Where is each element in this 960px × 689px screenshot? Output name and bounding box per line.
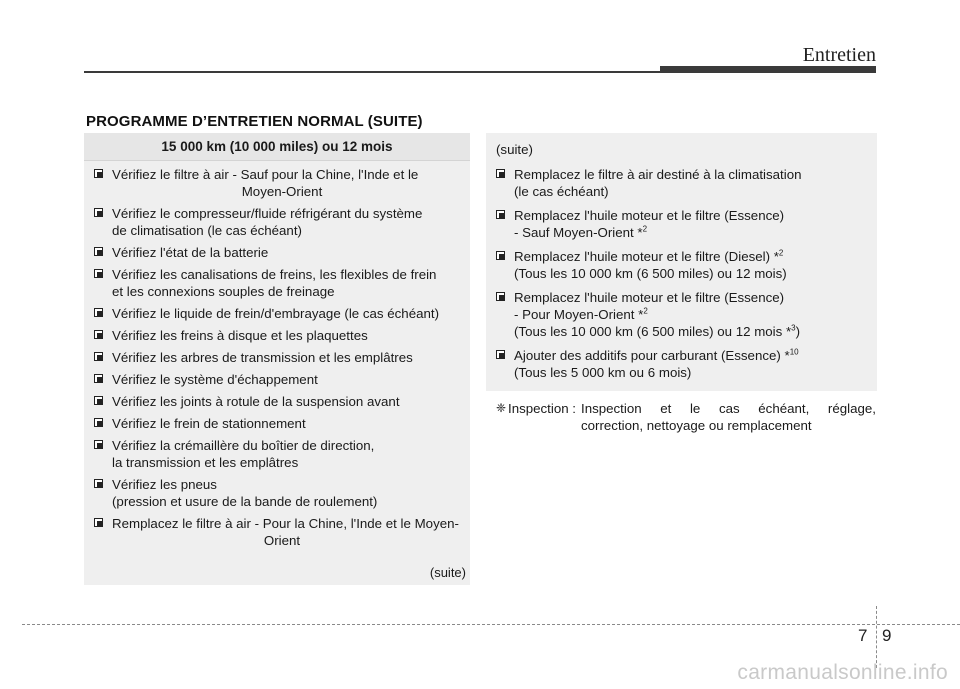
inspection-note bbox=[496, 400, 876, 434]
list-item: Vérifiez les joints à rotule de la suspension avant bbox=[94, 393, 462, 410]
checkbox-bullet-icon bbox=[94, 479, 103, 488]
checkbox-bullet-icon bbox=[94, 374, 103, 383]
checkbox-bullet-icon bbox=[496, 350, 505, 359]
checkbox-bullet-icon bbox=[94, 440, 103, 449]
page-number: 9 bbox=[882, 626, 892, 645]
checkbox-bullet-icon bbox=[94, 247, 103, 256]
footnote-marker: 2 bbox=[643, 306, 648, 316]
list-item: Vérifiez le liquide de frein/d'embrayage (le cas échéant) bbox=[94, 305, 462, 322]
interval-header: 15 000 km (10 000 miles) ou 12 mois bbox=[84, 133, 470, 161]
list-item: Ajouter des additifs pour carburant (Essence) *$^{10}$ (Tous les 5 000 km ou 6 mois) bbox=[496, 347, 869, 381]
list-item: Vérifiez les canalisations de freins, les flexibles de frein et les connexions souples de freinage bbox=[94, 266, 462, 300]
list-item: Vérifiez le système d'échappement bbox=[94, 371, 462, 388]
list-item: Remplacez l'huile moteur et le filtre (Diesel) *$^2$ (Tous les 10 000 km (6 500 miles) ou 12 mois) bbox=[496, 248, 869, 282]
list-item: Vérifiez la crémaillère du boîtier de direction, la transmission et les emplâtres bbox=[94, 437, 462, 471]
list-item: Vérifiez les arbres de transmission et les emplâtres bbox=[94, 349, 462, 366]
list-item: Vérifiez l'état de la batterie bbox=[94, 244, 462, 261]
checkbox-bullet-icon bbox=[496, 292, 505, 301]
list-item: Vérifiez le frein de stationnement bbox=[94, 415, 462, 432]
checkbox-bullet-icon bbox=[94, 169, 103, 178]
checkbox-bullet-icon bbox=[94, 518, 103, 527]
section-title: Entretien bbox=[802, 44, 876, 66]
checkbox-bullet-icon bbox=[496, 169, 505, 178]
list-item: Vérifiez le compresseur/fluide réfrigérant du système de climatisation (le cas échéant) bbox=[94, 205, 462, 239]
watermark: carmanualsonline.info bbox=[737, 661, 948, 684]
checkbox-bullet-icon bbox=[94, 418, 103, 427]
checkbox-bullet-icon bbox=[496, 210, 505, 219]
continued-label: (suite) bbox=[496, 142, 533, 157]
chapter-number: 7 bbox=[858, 626, 868, 645]
checkbox-bullet-icon bbox=[94, 208, 103, 217]
footer-divider bbox=[22, 624, 960, 625]
checkbox-bullet-icon bbox=[94, 352, 103, 361]
checkbox-bullet-icon bbox=[94, 308, 103, 317]
footnote-marker: 10 bbox=[789, 347, 799, 357]
note-term: Inspection : bbox=[508, 401, 577, 416]
list-item: Vérifiez le filtre à air - Sauf pour la Chine, l'Inde et le Moyen-Orient bbox=[94, 166, 462, 200]
checkbox-bullet-icon bbox=[94, 269, 103, 278]
note-symbol-icon: ❈ bbox=[496, 401, 507, 415]
left-maintenance-panel bbox=[84, 133, 470, 585]
checkbox-bullet-icon bbox=[94, 330, 103, 339]
list-item: Remplacez le filtre à air destiné à la climatisation (le cas échéant) bbox=[496, 166, 869, 200]
header-rule-thick bbox=[660, 66, 876, 73]
list-item: Remplacez l'huile moteur et le filtre (Essence) - Pour Moyen-Orient *$^2$ (Tous les 10 000 km (6 500 miles) ou 12 mois *$^3$) bbox=[496, 289, 869, 340]
footnote-marker: 2 bbox=[642, 224, 648, 234]
footnote-marker: 2 bbox=[778, 248, 784, 258]
footnote-marker: 3 bbox=[791, 323, 796, 333]
checkbox-bullet-icon bbox=[94, 396, 103, 405]
page-title: PROGRAMME D’ENTRETIEN NORMAL (SUITE) bbox=[86, 113, 423, 130]
list-item: Vérifiez les freins à disque et les plaquettes bbox=[94, 327, 462, 344]
list-item: Remplacez le filtre à air - Pour la Chine, l'Inde et le Moyen- Orient bbox=[94, 515, 462, 549]
note-definition: Inspection et le cas échéant, réglage, bbox=[581, 401, 876, 416]
continued-label: (suite) bbox=[429, 565, 466, 580]
header-rule bbox=[84, 71, 660, 73]
page-number-divider bbox=[876, 606, 877, 668]
right-maintenance-panel bbox=[486, 133, 877, 391]
list-item: Vérifiez les pneus (pression et usure de la bande de roulement) bbox=[94, 476, 462, 510]
list-item: Remplacez l'huile moteur et le filtre (Essence) - Sauf Moyen-Orient *$^2$ bbox=[496, 207, 869, 241]
note-definition-continued: correction, nettoyage ou remplacement bbox=[581, 418, 812, 433]
checkbox-bullet-icon bbox=[496, 251, 505, 260]
